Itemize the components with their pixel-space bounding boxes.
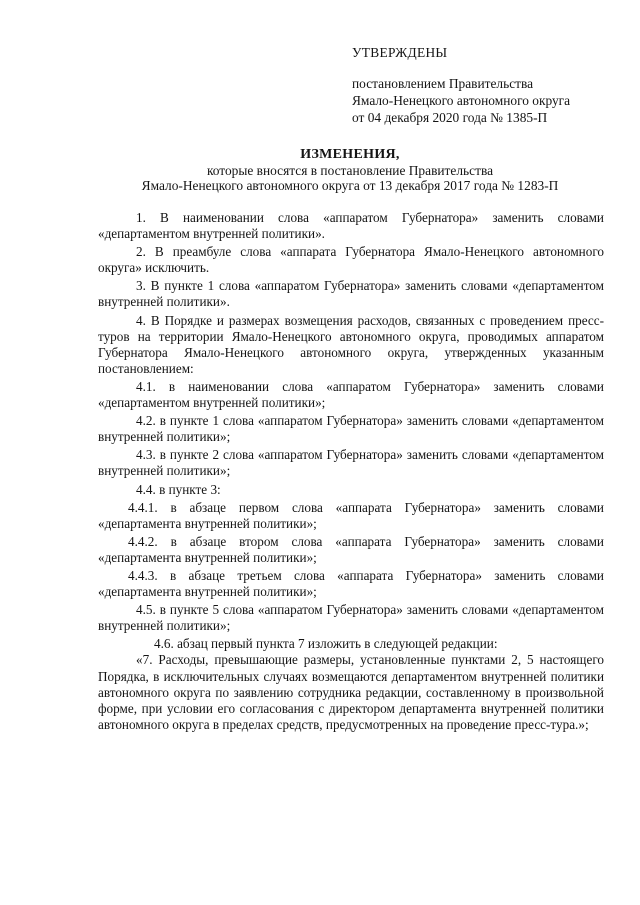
approval-line-3: от 04 декабря 2020 года № 1385-П <box>352 110 548 125</box>
paragraph-4-6: 4.6. абзац первый пункта 7 изложить в следующей редакции: <box>154 636 498 652</box>
paragraph-4-5: 4.5. в пункте 5 слова «аппаратом Губернатора» заменить словами «департаментом внутренней политики»; <box>98 602 604 634</box>
paragraph-4-4-1: 4.4.1. в абзаце первом слова «аппарата Губернатора» заменить словами «департамента внутренней политики»; <box>98 499 604 531</box>
paragraph-4-4: 4.4. в пункте 3: <box>136 481 221 497</box>
paragraph-4-2: 4.2. в пункте 1 слова «аппаратом Губернатора» заменить словами «департаментом внутренней политики»; <box>98 413 604 445</box>
paragraph-4-4-2: 4.4.2. в абзаце втором слова «аппарата Губернатора» заменить словами «департамента внутренней политики»; <box>98 533 604 565</box>
paragraph-1: 1. В наименовании слова «аппаратом Губернатора» заменить словами «департаментом внутренней политики». <box>98 210 604 242</box>
paragraph-3: 3. В пункте 1 слова «аппаратом Губернатора» заменить словами «департаментом внутренней политики». <box>98 278 604 310</box>
paragraph-4-4-3: 4.4.3. в абзаце третьем слова «аппарата Губернатора» заменить словами «департамента внутренней политики»; <box>98 567 604 600</box>
paragraph-quote: «7. Расходы, превышающие размеры, установленные пунктами 2, 5 настоящего Порядка, в исключительных случаях возмещаются департаментом внутренней политики автономного округа по заявлению сотрудника редакции, составленному в произвольной форме, при условии его согласования с директором департамента внутренней политики автономного округа в пределах средств, предусмотренных на проведение пресс-тура.»; <box>98 652 604 732</box>
paragraph-4-1: 4.1. в наименовании слова «аппаратом Губернатора» заменить словами «департаментом внутренней политики»; <box>98 378 604 411</box>
paragraph-4: 4. В Порядке и размерах возмещения расходов, связанных с проведением пресс-туров на территории Ямало-Ненецкого автономного округа, проводимых аппаратом Губернатора Ямало-Ненецкого автономного округа, утвержденных указанным постановлением: <box>98 312 604 376</box>
approval-line-1: постановлением Правительства <box>352 76 534 91</box>
paragraph-2: 2. В преамбуле слова «аппарата Губернатора Ямало-Ненецкого автономного округа» исключить. <box>98 244 604 276</box>
title-line-1: которые вносятся в постановление Правительства <box>206 162 494 178</box>
approval-line-2: Ямало-Ненецкого автономного округа <box>352 93 571 108</box>
paragraph-4-3: 4.3. в пункте 2 слова «аппаратом Губернатора» заменить словами «департаментом внутренней политики»; <box>98 447 604 479</box>
title-line-2: Ямало-Ненецкого автономного округа от 13 декабря 2017 года № 1283-П <box>141 178 559 193</box>
document-body <box>98 210 604 733</box>
title-main: ИЗМЕНЕНИЯ, <box>300 147 400 162</box>
approval-block <box>352 44 622 126</box>
document-title <box>100 147 600 194</box>
approval-header: УТВЕРЖДЕНЫ <box>352 45 448 60</box>
